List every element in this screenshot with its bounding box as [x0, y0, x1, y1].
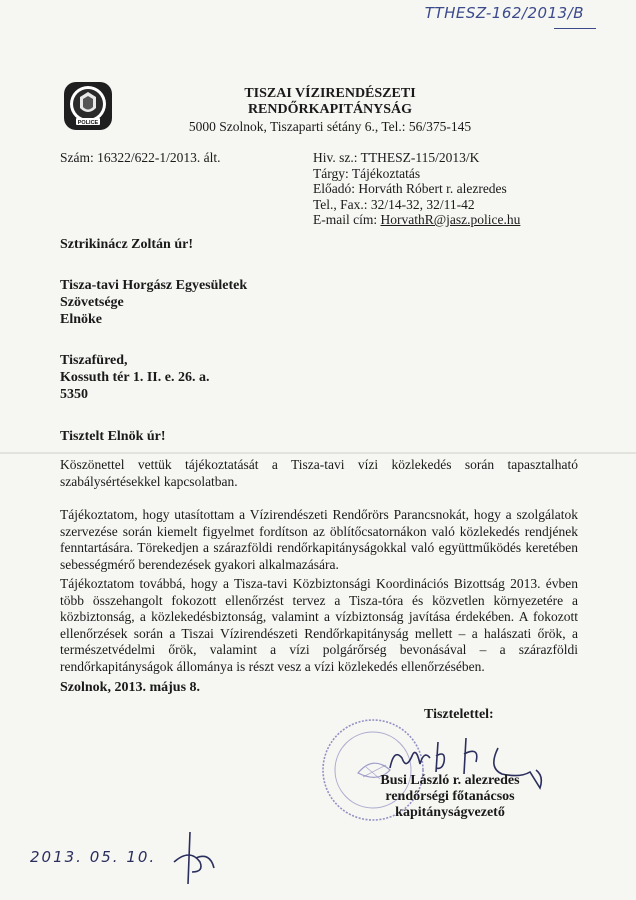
- org-name-line2: RENDŐRKAPITÁNYSÁG: [247, 102, 413, 117]
- email-link[interactable]: HorvathR@jasz.police.hu: [380, 212, 521, 227]
- handwritten-underline: [554, 28, 596, 29]
- paragraph-2: Tájékoztatom, hogy utasítottam a Vízirendészeti Rendőrörs Parancsnokát, hogy a szolgálatok szervezése során kiemelt figyelmet fordítson az öblítőcsatornákon való közlekedés rendjének fenntartására. Törekedjen a szárazföldi rendőrkapitányságokkal való együttműködés keretében sebességmérő berendezések gyakori alkalmazására.: [60, 507, 578, 572]
- paragraph-3: Tájékoztatom továbbá, hogy a Tisza-tavi Közbiztonsági Koordinációs Bizottság 2013. évben több összehangolt fokozott ellenőrzést tervez a Tisza-tóra és közvetlen környezetére a közbiztonság, a közlekedésbiztonság, valamint a vízbiztonság javítása érdekében. A fokozott ellenőrzések során a Tiszai Vízirendészeti Rendőrkapitányság mellett – a halászati őrök, a természetvédelmi őrök, valamint a vízi polgárőrség bevonásával – a szárazföldi rendőrkapitányságok állománya is részt vesz a vízi közlekedés ellenőrzésében.: [60, 576, 578, 674]
- address-line3: 5350: [60, 387, 88, 402]
- org-name-line1: TISZAI VÍZIRENDÉSZETI: [244, 86, 416, 101]
- reference-block: [313, 150, 520, 228]
- closing: Tisztelettel:: [424, 707, 494, 722]
- paragraph-1: Köszönettel vettük tájékoztatását a Tisza-tavi vízi közlekedés során tapasztalható szabálysértésekkel kapcsolatban.: [60, 457, 578, 489]
- recipient-line2: Szövetsége: [60, 295, 124, 310]
- recipient-line3: Elnöke: [60, 312, 103, 327]
- letterhead: [180, 86, 480, 135]
- handwritten-reference: TTHESZ-162/2013/B: [424, 4, 584, 22]
- address-line1: Tiszafüred,: [60, 353, 128, 368]
- reference-email-row: [313, 212, 520, 228]
- reference-author: Előadó: Horváth Róbert r. alezredes: [313, 181, 507, 196]
- org-address: 5000 Szolnok, Tiszaparti sétány 6., Tel.: 56/375-145: [188, 119, 472, 134]
- recipient-block: [60, 277, 247, 328]
- recipient-address: [60, 352, 209, 403]
- reference-phone: Tel., Fax.: 32/14-32, 32/11-42: [313, 196, 475, 212]
- reference-hiv-sz: Hiv. sz.: TTHESZ-115/2013/K: [313, 150, 480, 165]
- handwritten-date: 2013. 05. 10.: [30, 848, 157, 866]
- reference-subject: Tárgy: Tájékoztatás: [313, 165, 421, 181]
- document-number: Szám: 16322/622-1/2013. ált.: [60, 150, 221, 165]
- recipient-line1: Tisza-tavi Horgász Egyesületek: [60, 278, 248, 293]
- addressee-name: Sztrikinácz Zoltán úr!: [60, 237, 193, 252]
- email-label: E-mail cím:: [313, 212, 381, 227]
- logo-text: POLICE: [77, 120, 99, 126]
- signatory-name: Busi László r. alezredes: [380, 773, 520, 788]
- signatory-rank: rendőrségi főtanácsos: [385, 789, 515, 804]
- handwritten-initials: [160, 828, 220, 888]
- signatory-title: kapitányságvezető: [395, 805, 505, 820]
- signatory-block: [365, 773, 535, 821]
- fold-line: [0, 452, 636, 454]
- date-place: Szolnok, 2013. május 8.: [60, 680, 201, 695]
- greeting: Tisztelt Elnök úr!: [60, 429, 166, 444]
- police-logo: [62, 80, 114, 132]
- address-line2: Kossuth tér 1. II. e. 26. a.: [60, 370, 210, 385]
